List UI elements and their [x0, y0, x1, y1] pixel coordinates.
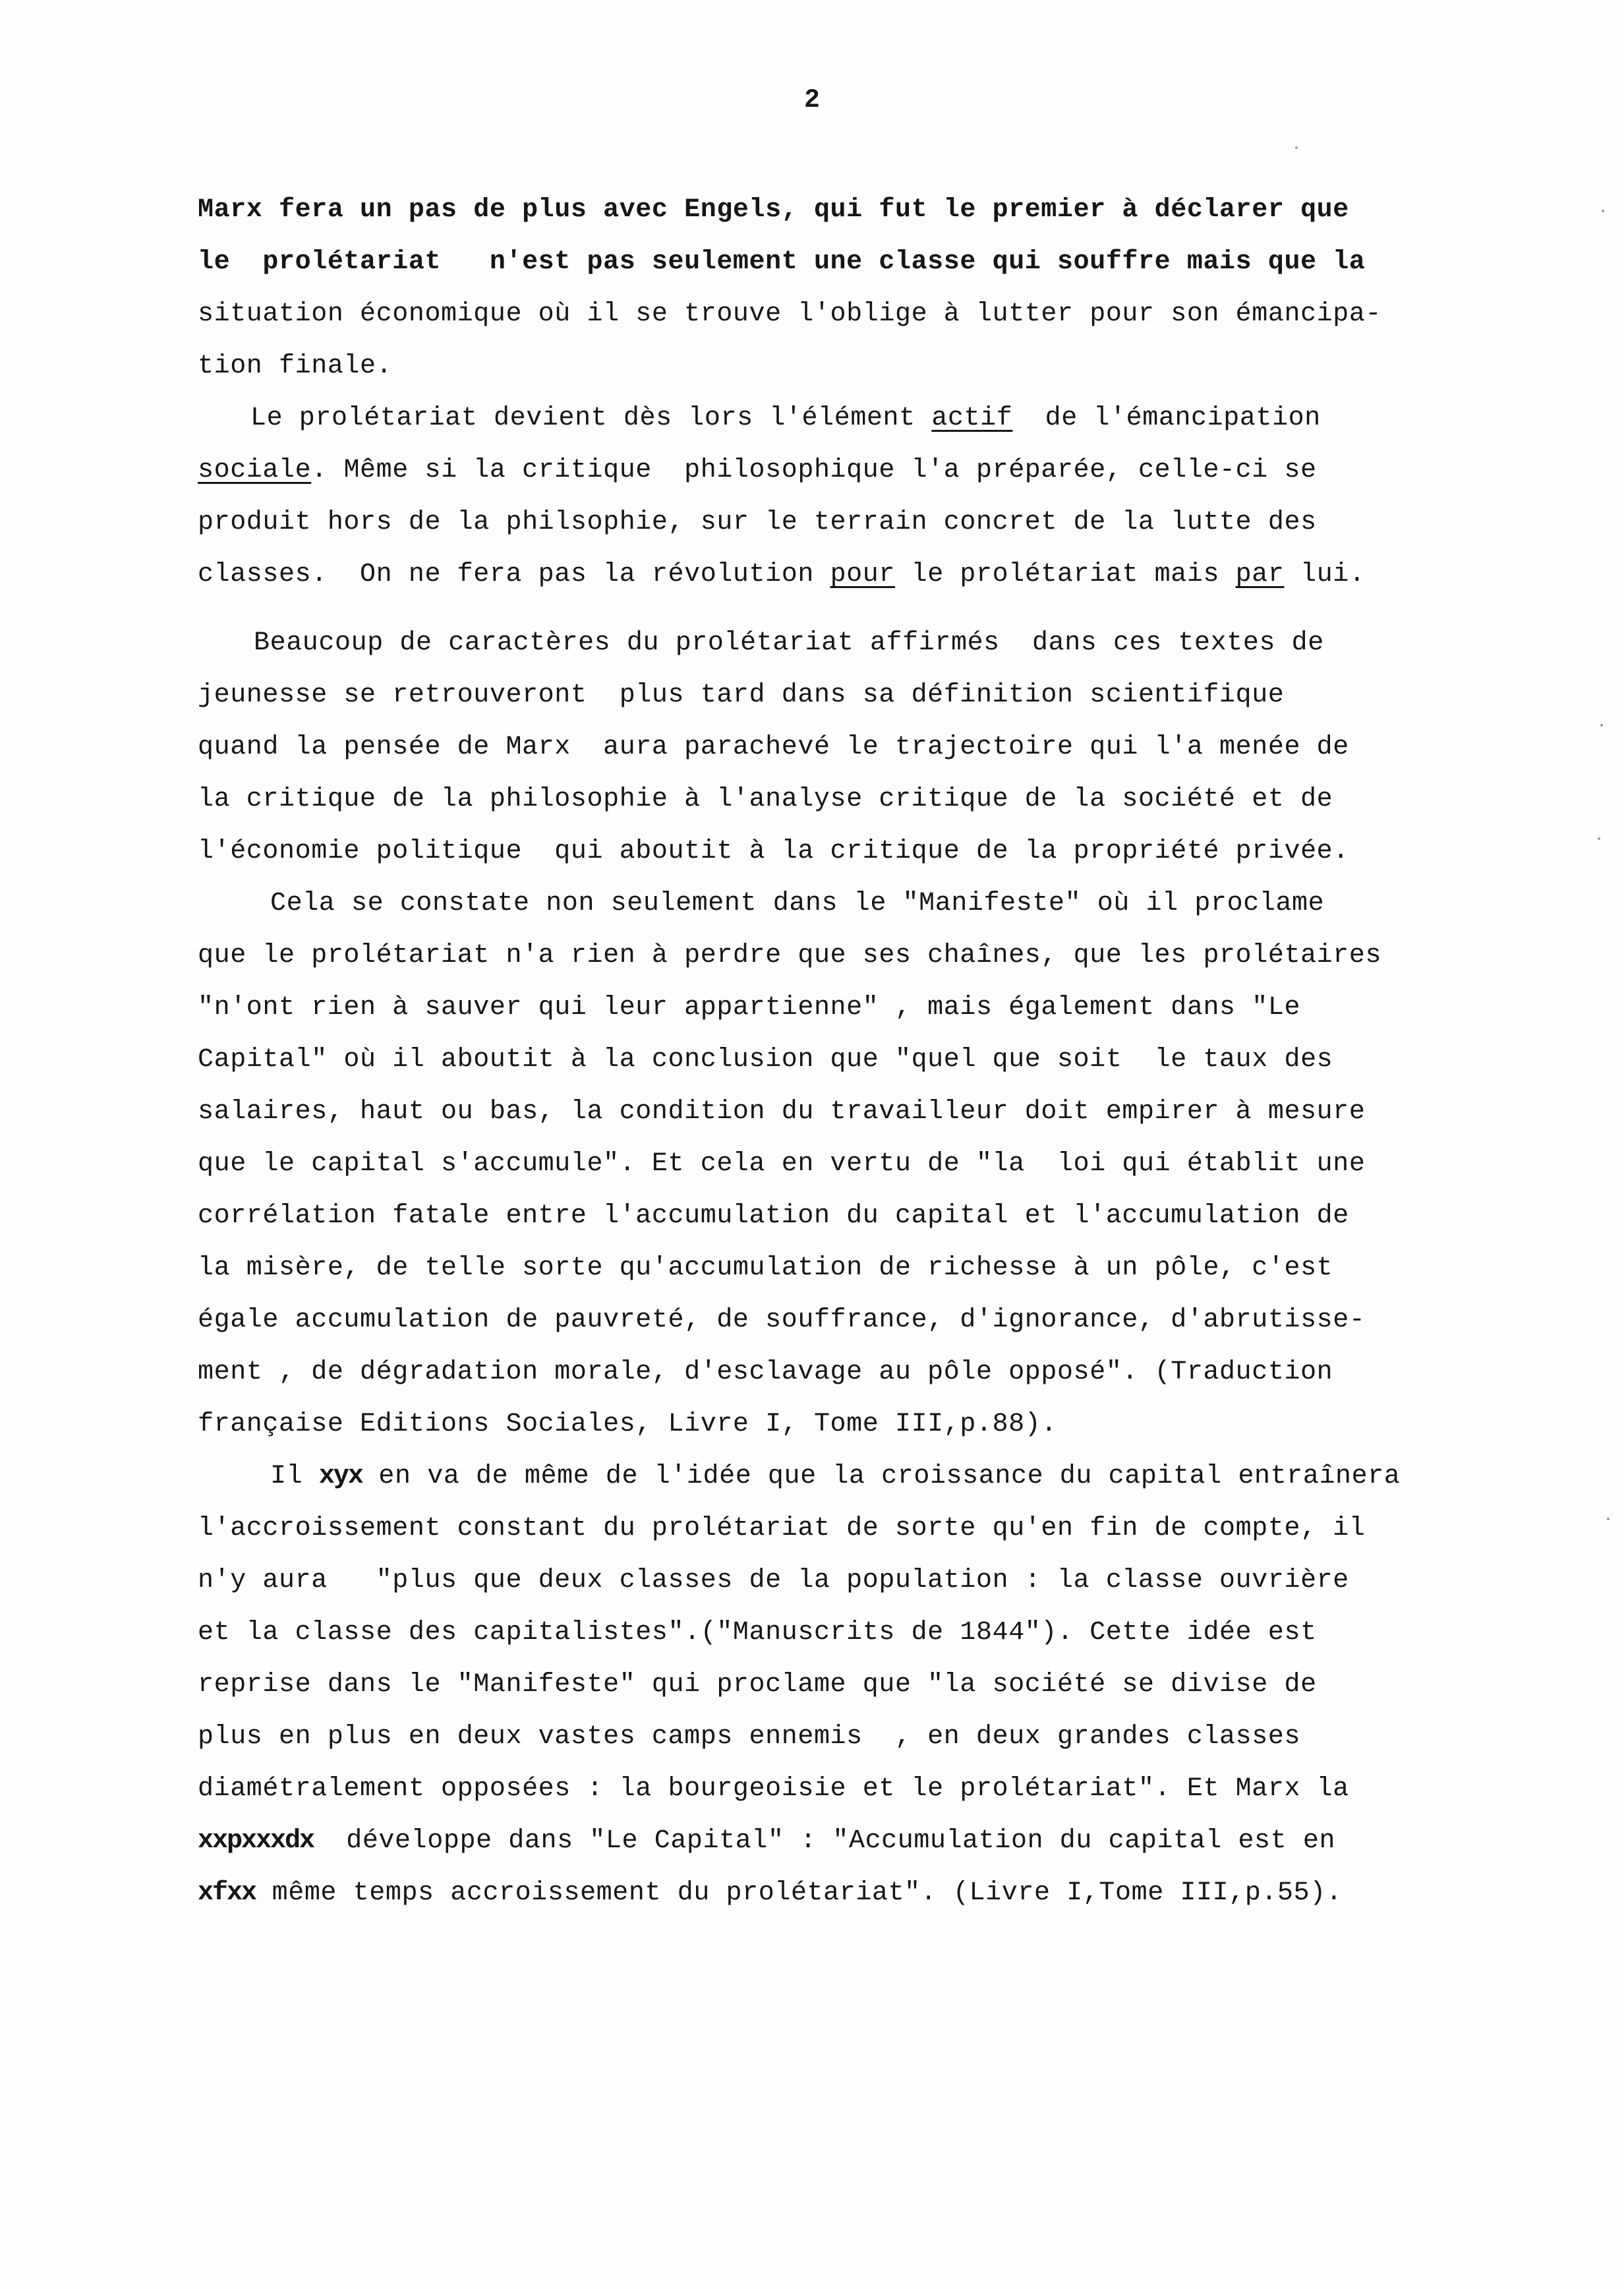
text-line: et la classe des capitalistes".("Manuscrits de 1844"). Cette idée est — [198, 1618, 1317, 1648]
text-line: produit hors de la philsophie, sur le terrain concret de la lutte des — [198, 508, 1317, 537]
text-line: Cela se constate non seulement dans le "Manifeste" où il proclame — [270, 889, 1325, 918]
text-line: tion finale. — [198, 351, 393, 381]
text-line — [270, 1460, 1400, 1494]
struck-out-text: xfxx — [198, 1878, 256, 1908]
paper-speck — [1295, 146, 1298, 149]
underlined-word: sociale — [198, 456, 312, 485]
text-line — [198, 1824, 1335, 1858]
text-segment: le prolétariat mais — [894, 560, 1236, 589]
text-line: plus en plus en deux vastes camps ennemis , en deux grandes classes — [198, 1722, 1301, 1752]
text-line: l'économie politique qui aboutit à la critique de la propriété privée. — [198, 837, 1349, 866]
text-line — [198, 1876, 1342, 1911]
underlined-word: par — [1235, 560, 1285, 589]
text-line — [198, 454, 1317, 488]
text-line: Capital" où il aboutit à la conclusion que "quel que soit le taux des — [198, 1045, 1333, 1075]
paper-speck — [1607, 1518, 1610, 1520]
text-line: situation économique où il se trouve l'oblige à lutter pour son émancipa- — [198, 299, 1382, 329]
text-line: salaires, haut ou bas, la condition du travailleur doit empirer à mesure — [198, 1097, 1366, 1127]
text-line: ment , de dégradation morale, d'esclavage au pôle opposé". (Traduction — [198, 1357, 1333, 1387]
text-line: quand la pensée de Marx aura parachevé le trajectoire qui l'a menée de — [198, 732, 1349, 762]
text-segment: lui. — [1284, 560, 1366, 589]
text-line — [250, 401, 1321, 436]
text-segment: de l'émancipation — [1012, 403, 1321, 433]
struck-out-text: xxpxxxdx — [198, 1826, 314, 1856]
text-segment: Il — [270, 1462, 319, 1491]
text-segment: . Même si la critique philosophique l'a préparée, celle-ci se — [311, 456, 1317, 485]
text-segment: en va de même de l'idée que la croissance du capital entraînera — [362, 1462, 1401, 1491]
text-segment: développe dans "Le Capital" : "Accumulation du capital est en — [314, 1826, 1336, 1856]
underlined-word: pour — [830, 560, 895, 589]
text-line: l'accroissement constant du prolétariat de sorte qu'en fin de compte, il — [198, 1514, 1366, 1543]
underlined-word: actif — [931, 403, 1013, 433]
paper-speck — [1600, 724, 1603, 727]
text-line: jeunesse se retrouveront plus tard dans sa définition scientifique — [198, 680, 1285, 710]
text-line: la misère, de telle sorte qu'accumulation de richesse à un pôle, c'est — [198, 1253, 1333, 1283]
text-line: "n'ont rien à sauver qui leur appartienne" , mais également dans "Le — [198, 993, 1301, 1023]
text-segment: classes. On ne fera pas la révolution — [198, 560, 830, 589]
text-line: reprise dans le "Manifeste" qui proclame que "la société se divise de — [198, 1670, 1317, 1700]
text-line: française Editions Sociales, Livre I, Tome III,p.88). — [198, 1410, 1058, 1439]
text-line — [198, 558, 1366, 592]
text-segment: Le prolétariat devient dès lors l'élément — [250, 403, 932, 433]
text-line: n'y aura "plus que deux classes de la population : la classe ouvrière — [198, 1566, 1349, 1595]
paper-speck — [1598, 837, 1600, 840]
text-line: que le capital s'accumule". Et cela en vertu de "la loi qui établit une — [198, 1149, 1366, 1179]
text-line: égale accumulation de pauvreté, de souffrance, d'ignorance, d'abrutisse- — [198, 1305, 1366, 1335]
text-line: corrélation fatale entre l'accumulation du capital et l'accumulation de — [198, 1201, 1349, 1231]
text-line: Marx fera un pas de plus avec Engels, qui fut le premier à déclarer que — [198, 195, 1349, 225]
paper-speck — [1602, 210, 1604, 212]
text-segment: même temps accroissement du prolétariat". (Livre I,Tome III,p.55). — [256, 1878, 1343, 1908]
text-line: Beaucoup de caractères du prolétariat affirmés dans ces textes de — [254, 628, 1324, 658]
text-line: diamétralement opposées : la bourgeoisie et le prolétariat". Et Marx la — [198, 1774, 1349, 1804]
text-line: le prolétariat n'est pas seulement une classe qui souffre mais que la — [198, 247, 1366, 277]
text-line: la critique de la philosophie à l'analyse critique de la société et de — [198, 785, 1333, 814]
page-number: 2 — [803, 86, 820, 115]
struck-out-text: xyx — [318, 1462, 362, 1491]
text-line: que le prolétariat n'a rien à perdre que ses chaînes, que les prolétaires — [198, 941, 1382, 970]
